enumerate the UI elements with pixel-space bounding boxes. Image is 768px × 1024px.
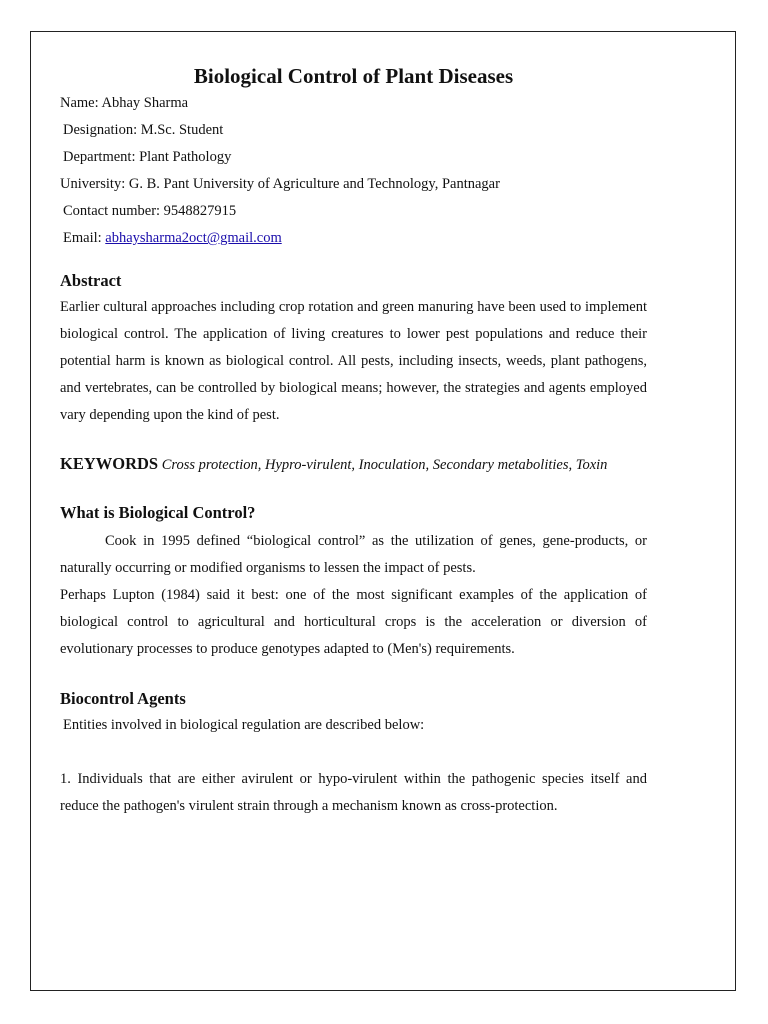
keywords-label: KEYWORDS	[60, 454, 159, 473]
email-label: Email:	[63, 230, 106, 246]
author-contact: Contact number: 9548827915	[63, 203, 237, 219]
author-name: Name: Abhay Sharma	[60, 95, 189, 111]
author-university: University: G. B. Pant University of Agriculture and Technology, Pantnagar	[60, 176, 500, 192]
keywords-text: Cross protection, Hypro-virulent, Inoculation, Secondary metabolities, Toxin	[161, 457, 608, 473]
author-department: Department: Plant Pathology	[63, 149, 232, 165]
author-info	[60, 90, 647, 252]
keywords-line	[60, 453, 647, 476]
document-title: Biological Control of Plant Diseases	[193, 64, 514, 88]
what-is-paragraph-1: Cook in 1995 defined “biological control” as the utilization of genes, gene-products, or naturally occurring or modified organisms to lessen the impact of pests.	[60, 533, 647, 576]
author-email-line	[60, 225, 647, 252]
email-link[interactable]: abhaysharma2oct@gmail.com	[105, 230, 282, 246]
agents-heading: Biocontrol Agents	[60, 689, 186, 708]
agents-intro: Entities involved in biological regulation are described below:	[63, 717, 425, 733]
agents-item-1: 1. Individuals that are either avirulent or hypo-virulent within the pathogenic species itself and reduce the pathogen's virulent strain through a mechanism known as cross-protection.	[60, 771, 647, 814]
abstract-heading: Abstract	[60, 271, 122, 290]
abstract-text: Earlier cultural approaches including crop rotation and green manuring have been used to implement biological control. The application of living creatures to lower pest populations and reduce their potential harm is known as biological control. All pests, including insects, weeds, plant pathogens, and vertebrates, can be controlled by biological means; however, the strategies and agents employed vary depending upon the kind of pest.	[60, 299, 647, 423]
what-is-paragraph-2: Perhaps Lupton (1984) said it best: one of the most significant examples of the application of biological control to agricultural and horticultural crops is the acceleration or diversion of evolutionary processes to produce genotypes adapted to (Men's) requirements.	[60, 587, 647, 657]
author-designation: Designation: M.Sc. Student	[63, 122, 224, 138]
document-content	[60, 62, 647, 820]
what-is-heading: What is Biological Control?	[60, 503, 256, 522]
